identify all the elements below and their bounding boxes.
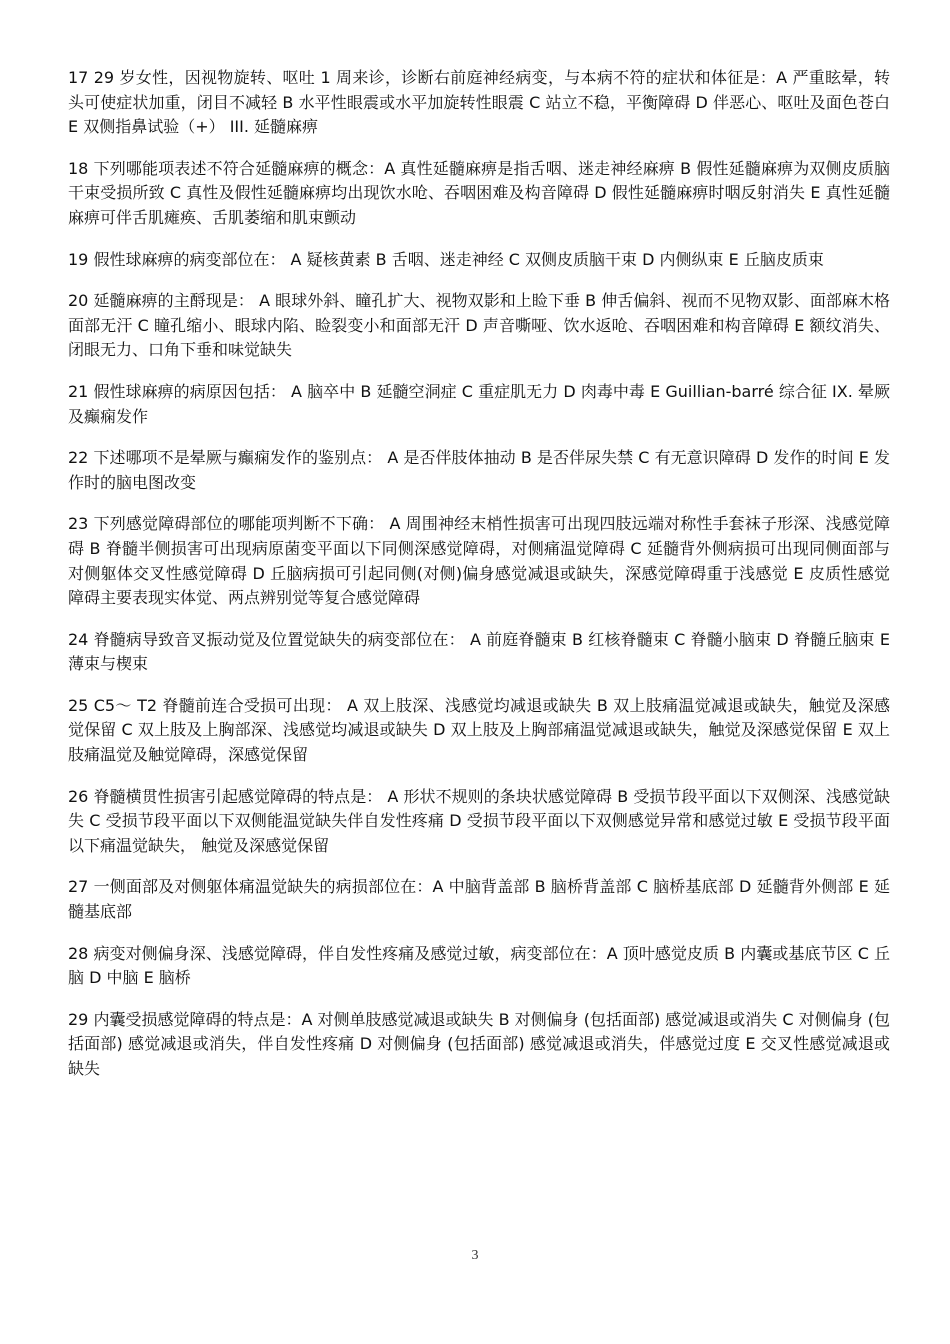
question-22: 22 下述哪项不是晕厥与癫痫发作的鉴别点： A 是否伴肢体抽动 B 是否伴尿失禁 C 有无意识障碍 D 发作的时间 E 发作时的脑电图改变 — [68, 448, 890, 492]
question-18: 18 下列哪能项表述不符合延髓麻痹的概念：A 真性延髓麻痹是指舌咽、迷走神经麻痹 B 假性延髓麻痹为双侧皮质脑干束受损所致 C 真性及假性延髓麻痹均出现饮水呛、吞咽困难及构音障碍 D 假性延髓麻痹时咽反射消失 E 真性延髓麻痹可伴舌肌瘫痪、舌肌萎缩和肌束颤动 — [68, 158, 890, 227]
question-26: 26 脊髓横贯性损害引起感觉障碍的特点是： A 形状不规则的条块状感觉障碍 B 受损节段平面以下双侧深、浅感觉缺失 C 受损节段平面以下双侧能温觉缺失伴自发性疼痛 D 受损节段平面以下双侧感觉异常和感觉过敏 E 受损节段平面以下痛温觉缺失， 触觉及深感觉保留 — [68, 786, 890, 855]
question-list — [68, 66, 890, 1099]
question-19: 19 假性球麻痹的病变部位在： A 疑核黄素 B 舌咽、迷走神经 C 双侧皮质脑干束 D 内侧纵束 E 丘脑皮质束 — [68, 249, 824, 269]
question-17: 17 29 岁女性，因视物旋转、呕吐 1 周来诊，诊断右前庭神经病变，与本病不符的症状和体征是：A 严重眩晕，转头可使症状加重，闭目不减轻 B 水平性眼震或水平加旋转性眼震 C 站立不稳，平衡障碍 D 伴恶心、呕吐及面色苍白 E 双侧指鼻试验（+） III. 延髓麻痹 — [68, 68, 890, 137]
question-21: 21 假性球麻痹的病原因包括： A 脑卒中 B 延髓空洞症 C 重症肌无力 D 肉毒中毒 E Guillian-barré 综合征 IX. 晕厥及癫痫发作 — [68, 381, 890, 426]
question-27: 27 一侧面部及对侧躯体痛温觉缺失的病损部位在：A 中脑背盖部 B 脑桥背盖部 C 脑桥基底部 D 延髓背外侧部 E 延髓基底部 — [68, 877, 890, 922]
question-20: 20 延髓麻痹的主酹现是： A 眼球外斜、瞳孔扩大、视物双影和上睑下垂 B 伸舌偏斜、视而不见物双影、面部麻木格面部无汗 C 瞳孔缩小、眼球内陷、睑裂变小和面部无汗 D 声音嘶哑、饮水返呛、吞咽困难和构音障碍 E 额纹消失、闭眼无力、口角下垂和味觉缺失 — [68, 291, 890, 360]
question-25: 25 C5～ T2 脊髓前连合受损可出现： A 双上肢深、浅感觉均减退或缺失 B 双上肢痛温觉减退或缺失，触觉及深感觉保留 C 双上肢及上胸部深、浅感觉均减退或缺失 D 双上肢及上胸部痛温觉减退或缺失，触觉及深感觉保留 E 双上肢痛温觉及触觉障碍，深感觉保留 — [68, 695, 890, 765]
question-24: 24 脊髓病导致音叉振动觉及位置觉缺失的病变部位在： A 前庭脊髓束 B 红核脊髓束 C 脊髓小脑束 D 脊髓丘脑束 E 薄束与楔束 — [68, 629, 890, 674]
question-29: 29 内囊受损感觉障碍的特点是：A 对侧单肢感觉减退或缺失 B 对侧偏身 (包括面部) 感觉减退或消失 C 对侧偏身 (包括面部) 感觉减退或消失，伴自发性疼痛 D 对侧偏身 (包括面部) 感觉减退或消失，伴感觉过度 E 交叉性感觉减退或缺失 — [68, 1009, 890, 1078]
question-28: 28 病变对侧偏身深、浅感觉障碍，伴自发性疼痛及感觉过敏，病变部位在：A 顶叶感觉皮质 B 内囊或基底节区 C 丘脑 D 中脑 E 脑桥 — [68, 943, 890, 988]
question-23: 23 下列感觉障碍部位的哪能项判断不下确： A 周围神经末梢性损害可出现四肢远端对称性手套袜子形深、浅感觉障碍 B 脊髓半侧损害可出现病原菌变平面以下同侧深感觉障碍，对侧痛温觉障碍 C 延髓背外侧病损可出现同侧面部与对侧躯体交叉性感觉障碍 D 丘脑病损可引起同侧(对侧)偏身感觉减退或缺失，深感觉障碍重于浅感觉 E 皮质性感觉障碍主要表现实体觉、两点辨别觉等复合感觉障碍 — [68, 514, 890, 608]
page-number: 3 — [471, 1248, 479, 1263]
